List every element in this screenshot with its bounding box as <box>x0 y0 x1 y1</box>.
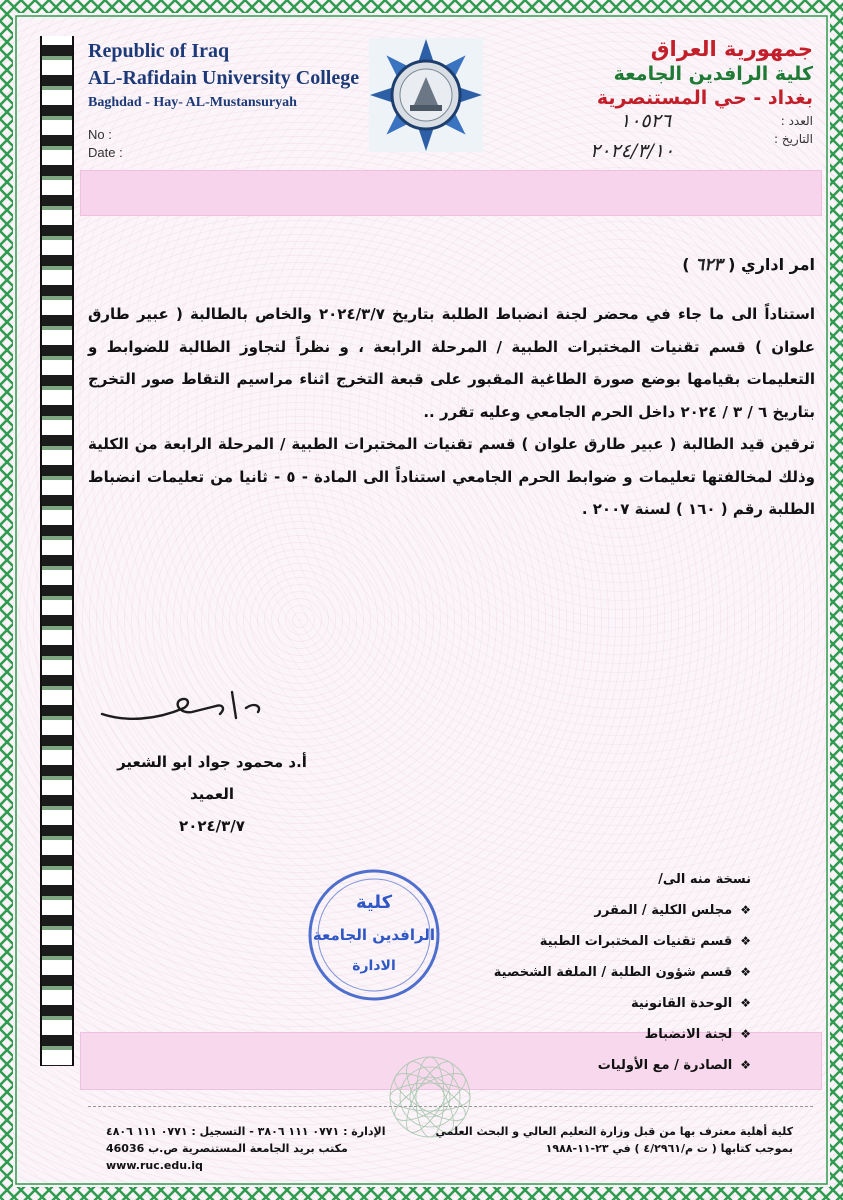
order-paragraph-2: ترقين قيد الطالبة ( عبير طارق علوان ) قسم تقنيات المختبرات الطبية / المرحلة الرابعة من الكلية وذلك لمخالفتها تعليمات و ضوابط الحرم الجامعي استناداً الى المادة - ٥ - ثانيا من تعليمات انضباط الطلبة رقم ( ١٦٠ ) لسنة ٢٠٠٧ . <box>88 435 815 518</box>
footer-accreditation-line-2: بموجب كتابها ( ت م/٤/٢٩٦١ ) في ٢٣-١١-١٩٨٨ <box>545 1142 793 1155</box>
signature-block <box>92 686 332 842</box>
arabic-header <box>597 36 813 110</box>
order-paragraph-1: استناداً الى ما جاء في محضر لجنة انضباط الطلبة بتاريخ ٢٠٢٤/٣/٧ والخاص بالطالبة ( عبير طارق علوان ) قسم تقنيات المختبرات الطبية / المرحلة الرابعة ، و نظراً لتجاوز الطالبة للضوابط و التعليمات بقيامها بوضع صورة الطاغية المقبور على قبعة التخرج اثناء مراسيم التقاط صور التخرج بتاريخ ٦ / ٣ / ٢٠٢٤ داخل الحرم الجامعي وعليه تقرر .. <box>88 305 816 421</box>
copy-item: ❖قسم تقنيات المختبرات الطبية <box>494 926 751 957</box>
footer-accreditation-line-1: كلية أهلية معترف بها من قبل وزارة التعليم العالي و البحث العلمي <box>435 1125 793 1138</box>
english-country: Republic of Iraq <box>88 40 230 62</box>
diamond-bullet-icon: ❖ <box>740 996 751 1010</box>
diamond-bullet-icon: ❖ <box>740 934 751 948</box>
security-strip <box>40 36 74 1066</box>
order-title-number: ٦٢٣ <box>695 255 723 275</box>
copy-item: ❖قسم شؤون الطلبة / الملفة الشخصية <box>494 957 751 988</box>
copy-item: ❖مجلس الكلية / المقرر <box>494 895 751 926</box>
copies-heading: نسخة منه الى/ <box>658 872 751 887</box>
copy-item: ❖الصادرة / مع الأوليات <box>494 1050 751 1081</box>
stamp-line-1: كلية <box>355 892 393 913</box>
college-stamp <box>305 866 443 1004</box>
copies-list <box>494 872 751 1081</box>
order-title-close: ) <box>682 255 690 274</box>
diamond-bullet-icon: ❖ <box>740 965 751 979</box>
order-title <box>318 250 815 280</box>
copy-item: ❖لجنة الانضباط <box>494 1019 751 1050</box>
college-logo-icon <box>367 36 485 154</box>
arabic-address: بغداد - حي المستنصرية <box>596 87 813 109</box>
footer-phones: الإدارة : ٠٧٧١ ١١١ ٣٨٠٦ - التسجيل : ٠٧٧١ ١١١ ٤٨٠٦ <box>106 1125 386 1138</box>
arabic-ref-fields <box>774 112 813 148</box>
footer-contact <box>106 1123 386 1174</box>
copy-item: ❖الوحدة القانونية <box>494 988 751 1019</box>
stamp-line-3: الادارة <box>352 958 396 974</box>
english-header <box>88 38 359 114</box>
diamond-bullet-icon: ❖ <box>740 1027 751 1041</box>
date-label: Date : <box>88 145 123 160</box>
order-body <box>88 250 815 526</box>
signatory-role: العميد <box>189 785 235 803</box>
signature-date: ٢٠٢٤/٣/٧ <box>179 817 245 835</box>
order-title-label: امر اداري ( <box>728 255 815 274</box>
arabic-country: جمهورية العراق <box>650 37 813 61</box>
arabic-college-name: كلية الرافدين الجامعة <box>613 63 813 85</box>
footer-website[interactable]: www.ruc.edu.iq <box>106 1159 203 1172</box>
no-label: No : <box>88 127 112 142</box>
arabic-date-label: التاريخ : <box>773 132 813 146</box>
footer-post: مكتب بريد الجامعة المستنصرية ص.ب 46036 <box>106 1142 348 1155</box>
footer <box>88 1106 813 1172</box>
handwritten-number: ١٠٥٢٦ <box>620 110 672 132</box>
signatory-name: أ.د محمود جواد ابو الشعير <box>117 753 307 771</box>
english-college-name: AL-Rafidain University College <box>88 67 360 89</box>
footer-accreditation <box>436 1123 793 1157</box>
stamp-line-2: الرافدين الجامعة <box>312 926 436 944</box>
diamond-bullet-icon: ❖ <box>740 903 751 917</box>
english-ref-fields <box>88 126 123 162</box>
english-address: Baghdad - Hay- AL-Mustansuryah <box>88 95 297 110</box>
header-pink-band <box>80 170 822 216</box>
diamond-bullet-icon: ❖ <box>740 1058 751 1072</box>
handwritten-date: ٢٠٢٤/٣/١٠ <box>590 140 675 162</box>
arabic-no-label: العدد : <box>780 114 813 128</box>
